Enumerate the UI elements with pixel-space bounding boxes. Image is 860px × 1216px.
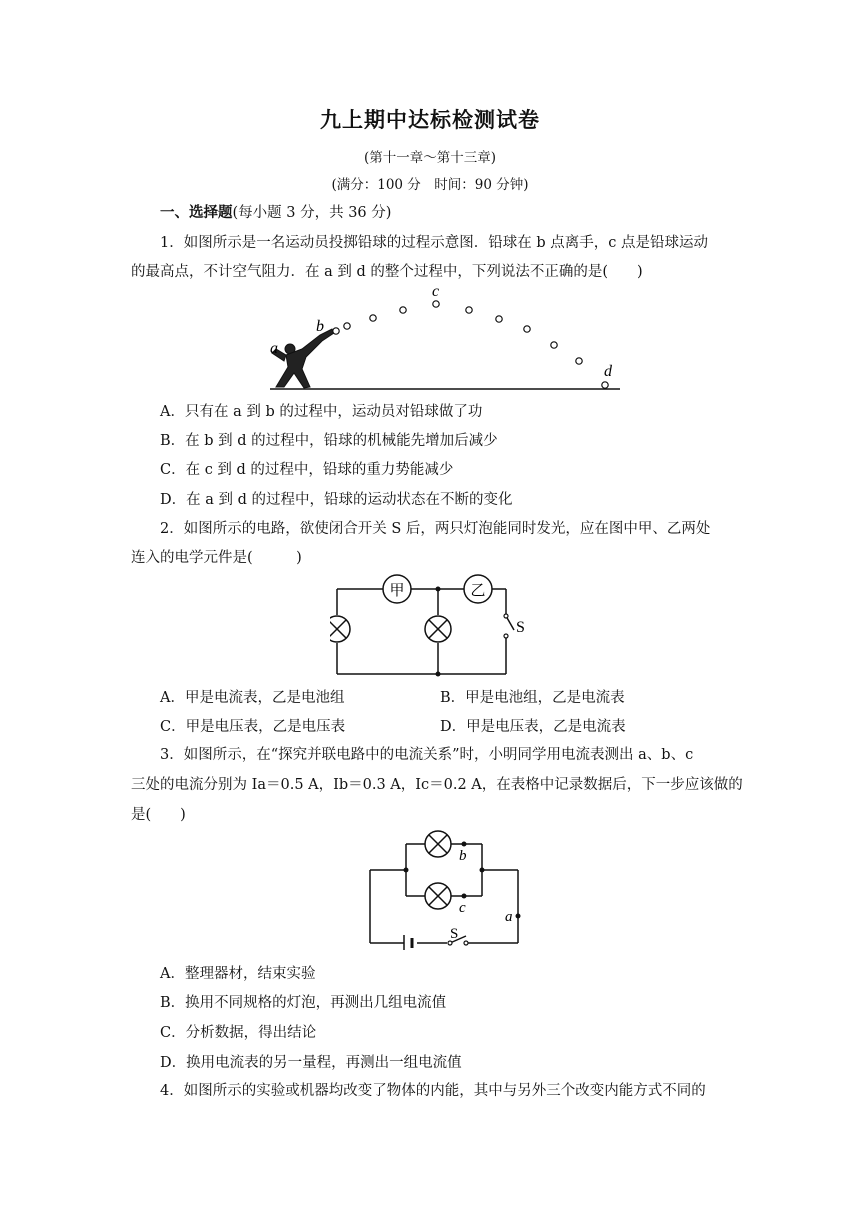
q2-option-a[interactable]: A．甲是电流表，乙是电池组: [160, 690, 345, 706]
label-b: b: [459, 848, 467, 864]
score-time: (满分：100 分 时间：90 分钟): [331, 177, 529, 193]
page-title: 九上期中达标检测试卷: [320, 108, 540, 132]
section-title: 一、选择题: [160, 205, 233, 221]
q3-option-a[interactable]: A．整理器材，结束实验: [160, 966, 316, 982]
lamp-left: [330, 616, 350, 642]
q2-option-b[interactable]: B．甲是电池组，乙是电流表: [440, 690, 625, 706]
section-note: (每小题 3 分，共 36 分): [232, 205, 392, 221]
meter-yi: [464, 575, 492, 603]
label-a: a: [270, 340, 278, 357]
q2-option-c[interactable]: C．甲是电压表，乙是电压表: [160, 719, 346, 735]
q1-stem-line2: 的最高点，不计空气阻力．在 a 到 d 的整个过程中，下列说法不正确的是( ): [131, 264, 643, 280]
trajectory-points: [333, 301, 608, 388]
svg-text:乙: 乙: [470, 583, 486, 599]
label-c: c: [459, 900, 466, 916]
q2-stem-line2: 连入的电学元件是( ): [131, 550, 302, 566]
q2-option-d[interactable]: D．甲是电压表，乙是电流表: [440, 719, 626, 735]
q4-stem-line1: 4．如图所示的实验或机器均改变了物体的内能，其中与另外三个改变内能方式不同的: [160, 1083, 706, 1099]
q1-option-c[interactable]: C．在 c 到 d 的过程中，铅球的重力势能减少: [160, 462, 454, 478]
q2-stem-line1: 2．如图所示的电路，欲使闭合开关 S 后，两只灯泡能同时发光，应在图中甲、乙两处: [160, 521, 711, 537]
label-c: c: [432, 283, 440, 300]
section-heading: [160, 201, 391, 222]
label-a: a: [505, 909, 513, 925]
q3-stem-line3: 是( ): [131, 807, 186, 823]
q3-parallel-circuit-figure: [362, 826, 532, 950]
q3-option-d[interactable]: D．换用电流表的另一量程，再测出一组电流值: [160, 1055, 462, 1071]
label-d: d: [604, 363, 612, 380]
q1-stem-line1: 1．如图所示是一名运动员投掷铅球的过程示意图．铅球在 b 点离手，c 点是铅球运动: [160, 235, 708, 251]
meter-jia: [383, 575, 411, 603]
q1-option-d[interactable]: D．在 a 到 d 的过程中，铅球的运动状态在不断的变化: [160, 492, 513, 508]
q1-shot-put-figure: [262, 283, 632, 393]
athlete-figure: [272, 329, 334, 388]
chapter-range: (第十一章～第十三章): [363, 150, 497, 166]
lamp-bottom: [425, 883, 451, 909]
lamp-top: [425, 831, 451, 857]
switch-label: S: [516, 619, 525, 636]
label-b: b: [316, 318, 324, 335]
q3-option-b[interactable]: B．换用不同规格的灯泡，再测出几组电流值: [160, 995, 447, 1011]
q3-stem-line1: 3．如图所示，在“探究并联电路中的电流关系”时，小明同学用电流表测出 a、b、c: [160, 747, 694, 763]
q3-option-c[interactable]: C．分析数据，得出结论: [160, 1025, 317, 1041]
svg-text:甲: 甲: [389, 583, 405, 599]
q3-stem-line2: 三处的电流分别为 Ia＝0.5 A，Ib＝0.3 A，Ic＝0.2 A，在表格中记录数据后，下一步应该做的: [131, 777, 743, 793]
q2-circuit-figure: [330, 568, 540, 680]
switch-label: S: [450, 926, 459, 942]
q1-option-a[interactable]: A．只有在 a 到 b 的过程中，运动员对铅球做了功: [160, 404, 483, 420]
lamp-middle: [425, 616, 451, 642]
q1-option-b[interactable]: B．在 b 到 d 的过程中，铅球的机械能先增加后减少: [160, 433, 498, 449]
